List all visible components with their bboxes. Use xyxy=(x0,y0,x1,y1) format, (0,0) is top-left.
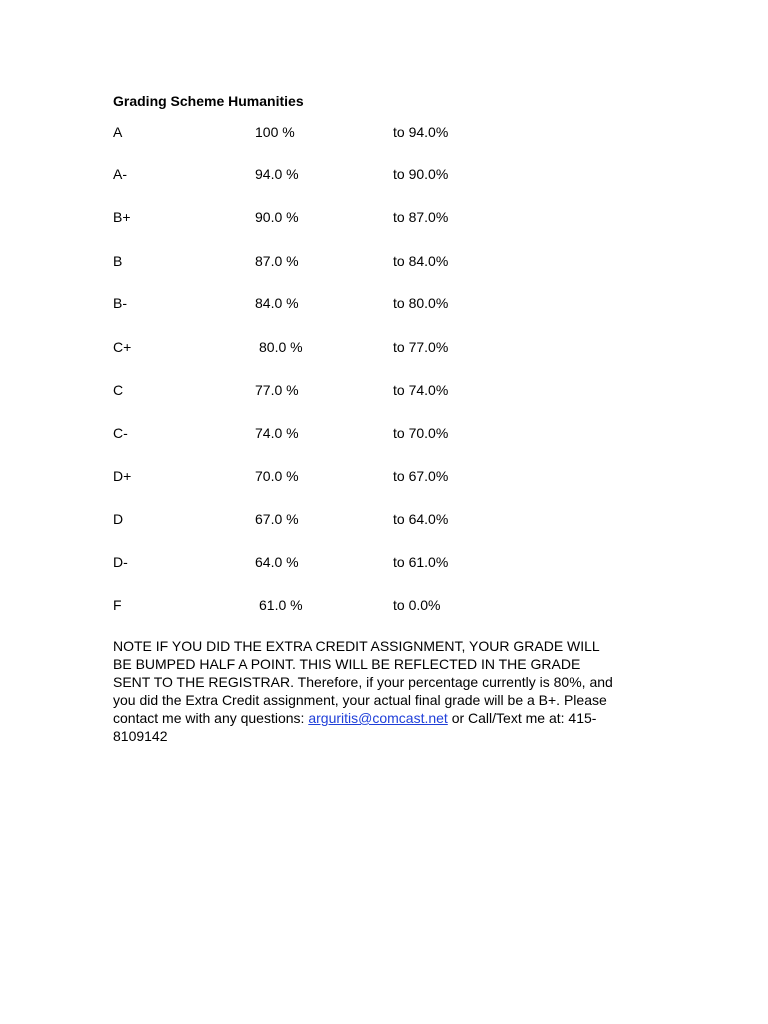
grade-letter: B- xyxy=(113,295,127,311)
note-contact-suffix: or Call/Text me at: 415- xyxy=(447,710,597,726)
grade-row-f xyxy=(0,596,768,614)
grade-letter: D- xyxy=(113,554,128,570)
grade-letter: D+ xyxy=(113,468,132,484)
grade-row-c-minus xyxy=(0,424,768,442)
grade-letter: C xyxy=(113,382,124,398)
grade-upper-bound: 64.0 % xyxy=(255,554,299,570)
grade-row-c xyxy=(0,381,768,399)
grade-upper-bound: 77.0 % xyxy=(255,382,299,398)
note-line: SENT TO THE REGISTRAR. Therefore, if your percentage currently is 80%, and xyxy=(113,674,613,690)
grade-lower-bound: to 80.0% xyxy=(393,295,449,311)
grade-upper-bound: 80.0 % xyxy=(259,339,303,355)
grade-letter: C+ xyxy=(113,339,132,355)
note-line: BE BUMPED HALF A POINT. THIS WILL BE REFLECTED IN THE GRADE xyxy=(113,656,581,672)
grade-row-c-plus xyxy=(0,338,768,356)
grade-letter: D xyxy=(113,511,124,527)
note-contact-prefix: contact me with any questions: xyxy=(113,710,309,726)
grade-row-b xyxy=(0,252,768,270)
grade-row-a-minus xyxy=(0,165,768,183)
note-phone-line: 8109142 xyxy=(113,728,168,744)
grade-row-a xyxy=(0,123,768,141)
grade-lower-bound: to 84.0% xyxy=(393,253,449,269)
grade-lower-bound: to 67.0% xyxy=(393,468,449,484)
grade-upper-bound: 74.0 % xyxy=(255,425,299,441)
email-link[interactable]: arguritis@comcast.net xyxy=(308,710,448,726)
grade-lower-bound: to 0.0% xyxy=(393,597,441,613)
note-contact-line xyxy=(113,709,661,727)
grade-upper-bound: 70.0 % xyxy=(255,468,299,484)
grade-letter: A- xyxy=(113,166,127,182)
grade-lower-bound: to 74.0% xyxy=(393,382,449,398)
grade-upper-bound: 67.0 % xyxy=(255,511,299,527)
grade-letter: F xyxy=(113,597,122,613)
grade-letter: C- xyxy=(113,425,128,441)
grade-upper-bound: 100 % xyxy=(255,124,295,140)
grade-upper-bound: 87.0 % xyxy=(255,253,299,269)
grade-upper-bound: 90.0 % xyxy=(255,209,299,225)
grade-row-d-minus xyxy=(0,553,768,571)
grade-lower-bound: to 94.0% xyxy=(393,124,449,140)
grade-lower-bound: to 90.0% xyxy=(393,166,449,182)
extra-credit-note xyxy=(113,637,661,745)
grade-upper-bound: 61.0 % xyxy=(259,597,303,613)
grade-letter: A xyxy=(113,124,123,140)
note-line: you did the Extra Credit assignment, your actual final grade will be a B+. Please xyxy=(113,692,607,708)
grade-lower-bound: to 87.0% xyxy=(393,209,449,225)
grade-lower-bound: to 70.0% xyxy=(393,425,449,441)
document-title: Grading Scheme Humanities xyxy=(113,93,304,109)
grade-upper-bound: 94.0 % xyxy=(255,166,299,182)
grade-letter: B+ xyxy=(113,209,131,225)
grade-upper-bound: 84.0 % xyxy=(255,295,299,311)
grade-letter: B xyxy=(113,253,123,269)
grade-lower-bound: to 77.0% xyxy=(393,339,449,355)
grade-lower-bound: to 64.0% xyxy=(393,511,449,527)
grade-row-b-plus xyxy=(0,208,768,226)
grade-row-d xyxy=(0,510,768,528)
note-line: NOTE IF YOU DID THE EXTRA CREDIT ASSIGNMENT, YOUR GRADE WILL xyxy=(113,638,600,654)
grade-row-d-plus xyxy=(0,467,768,485)
grade-row-b-minus xyxy=(0,294,768,312)
grade-lower-bound: to 61.0% xyxy=(393,554,449,570)
